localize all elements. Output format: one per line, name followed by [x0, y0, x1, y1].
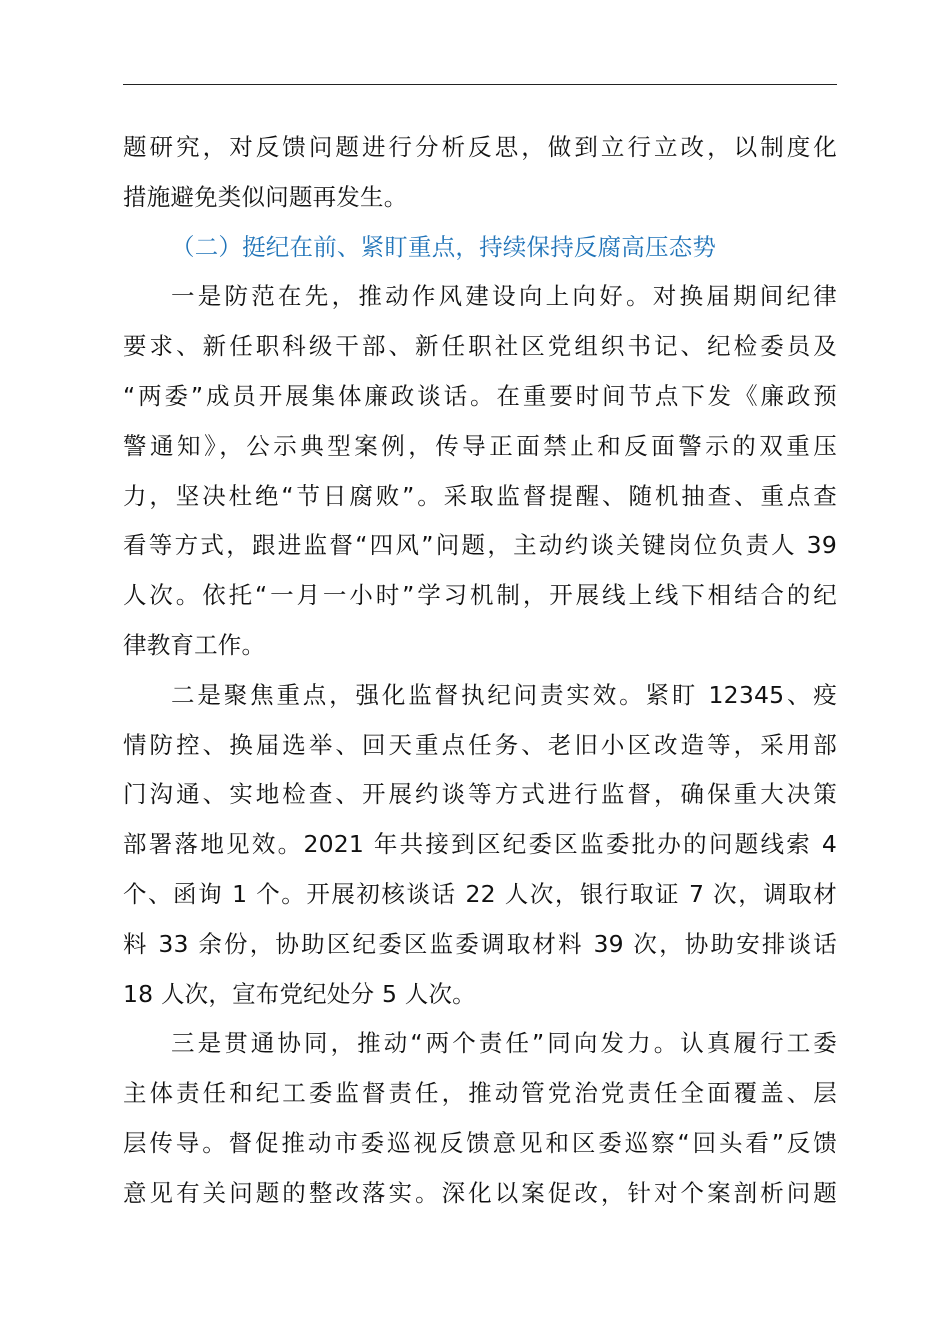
text-line: 意见有关问题的整改落实。深化以案促改，针对个案剖析问题 [123, 1178, 837, 1207]
text-line: 门沟通、实地检查、开展约谈等方式进行监督，确保重大决策 [123, 780, 837, 809]
text-line: 个、函询 1 个。开展初核谈话 22 人次，银行取证 7 次，调取材 [123, 879, 837, 908]
text-line: 题研究，对反馈问题进行分析反思，做到立行立改，以制度化 [123, 133, 837, 161]
header-rule [123, 84, 837, 85]
text-line: “两委”成员开展集体廉政谈话。在重要时间节点下发《廉政预 [123, 381, 837, 410]
text-line: 看等方式，跟进监督“四风”问题，主动约谈关键岗位负责人 39 [123, 531, 837, 560]
section-heading: （二）挺纪在前、紧盯重点，持续保持反腐高压态势 [171, 232, 717, 261]
text-line: 力，坚决杜绝“节日腐败”。采取监督提醒、随机抽查、重点查 [123, 481, 837, 510]
text-line: 部署落地见效。2021 年共接到区纪委区监委批办的问题线索 4 [123, 830, 837, 859]
text-line: 料 33 余份，协助区纪委区监委调取材料 39 次，协助安排谈话 [123, 929, 837, 958]
text-line: 18 人次，宣布党纪处分 5 人次。 [123, 979, 476, 1008]
text-line: 三是贯通协同，推动“两个责任”同向发力。认真履行工委 [171, 1029, 837, 1058]
document-body [123, 123, 837, 1219]
text-line: 人次。依托“一月一小时”学习机制，开展线上线下相结合的纪 [123, 581, 837, 610]
text-line: 二是聚焦重点，强化监督执纪问责实效。紧盯 12345、疫 [171, 680, 837, 709]
text-line: 律教育工作。 [123, 630, 266, 659]
text-line: 层传导。督促推动市委巡视反馈意见和区委巡察“回头看”反馈 [123, 1128, 837, 1157]
text-line: 要求、新任职科级干部、新任职社区党组织书记、纪检委员及 [123, 332, 837, 361]
text-line: 措施避免类似问题再发生。 [123, 182, 408, 211]
text-line: 一是防范在先，推动作风建设向上向好。对换届期间纪律 [171, 282, 837, 311]
text-line: 主体责任和纪工委监督责任，推动管党治党责任全面覆盖、层 [123, 1079, 837, 1108]
text-line: 警通知》，公示典型案例，传导正面禁止和反面警示的双重压 [123, 431, 837, 460]
text-line: 情防控、换届选举、回天重点任务、老旧小区改造等，采用部 [123, 730, 837, 759]
